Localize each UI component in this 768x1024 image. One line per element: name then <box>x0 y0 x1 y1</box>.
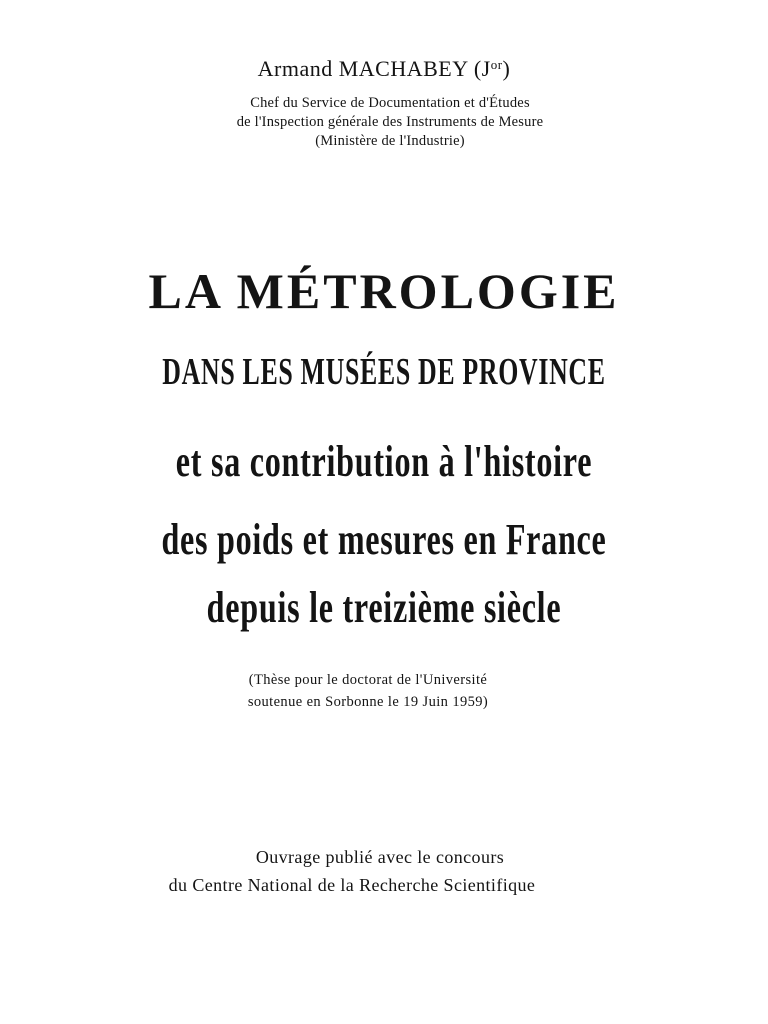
thesis-note-line: soutenue en Sorbonne le 19 Juin 1959) <box>247 694 489 710</box>
publisher-note-line: Ouvrage publié avec le concours <box>255 847 505 867</box>
publisher-note-line: du Centre National de la Recherche Scientifique <box>168 875 536 895</box>
author-line <box>0 56 768 82</box>
author-suffix-sup: or <box>490 57 503 72</box>
author-affiliation-line: Chef du Service de Documentation et d'Études <box>250 95 530 111</box>
page-title: LA MÉTROLOGIE <box>148 263 620 319</box>
author-suffix-close: ) <box>502 56 511 81</box>
author-name: Armand MACHABEY <box>257 56 468 81</box>
title-line-century: depuis le treizième siècle <box>206 583 562 632</box>
author-ministry-line: (Ministère de l'Industrie) <box>315 133 465 149</box>
title-line-museums: DANS LES MUSÉES DE PROVINCE <box>162 351 606 393</box>
author-suffix <box>474 56 511 81</box>
title-line-weights-measures: des poids et mesures en France <box>161 515 607 564</box>
title-line-history: et sa contribution à l'histoire <box>175 437 593 486</box>
author-suffix-open: (J <box>473 56 491 81</box>
thesis-note-line: (Thèse pour le doctorat de l'Université <box>248 672 488 688</box>
author-affiliation-line: de l'Inspection générale des Instruments de Mesure <box>236 114 544 130</box>
